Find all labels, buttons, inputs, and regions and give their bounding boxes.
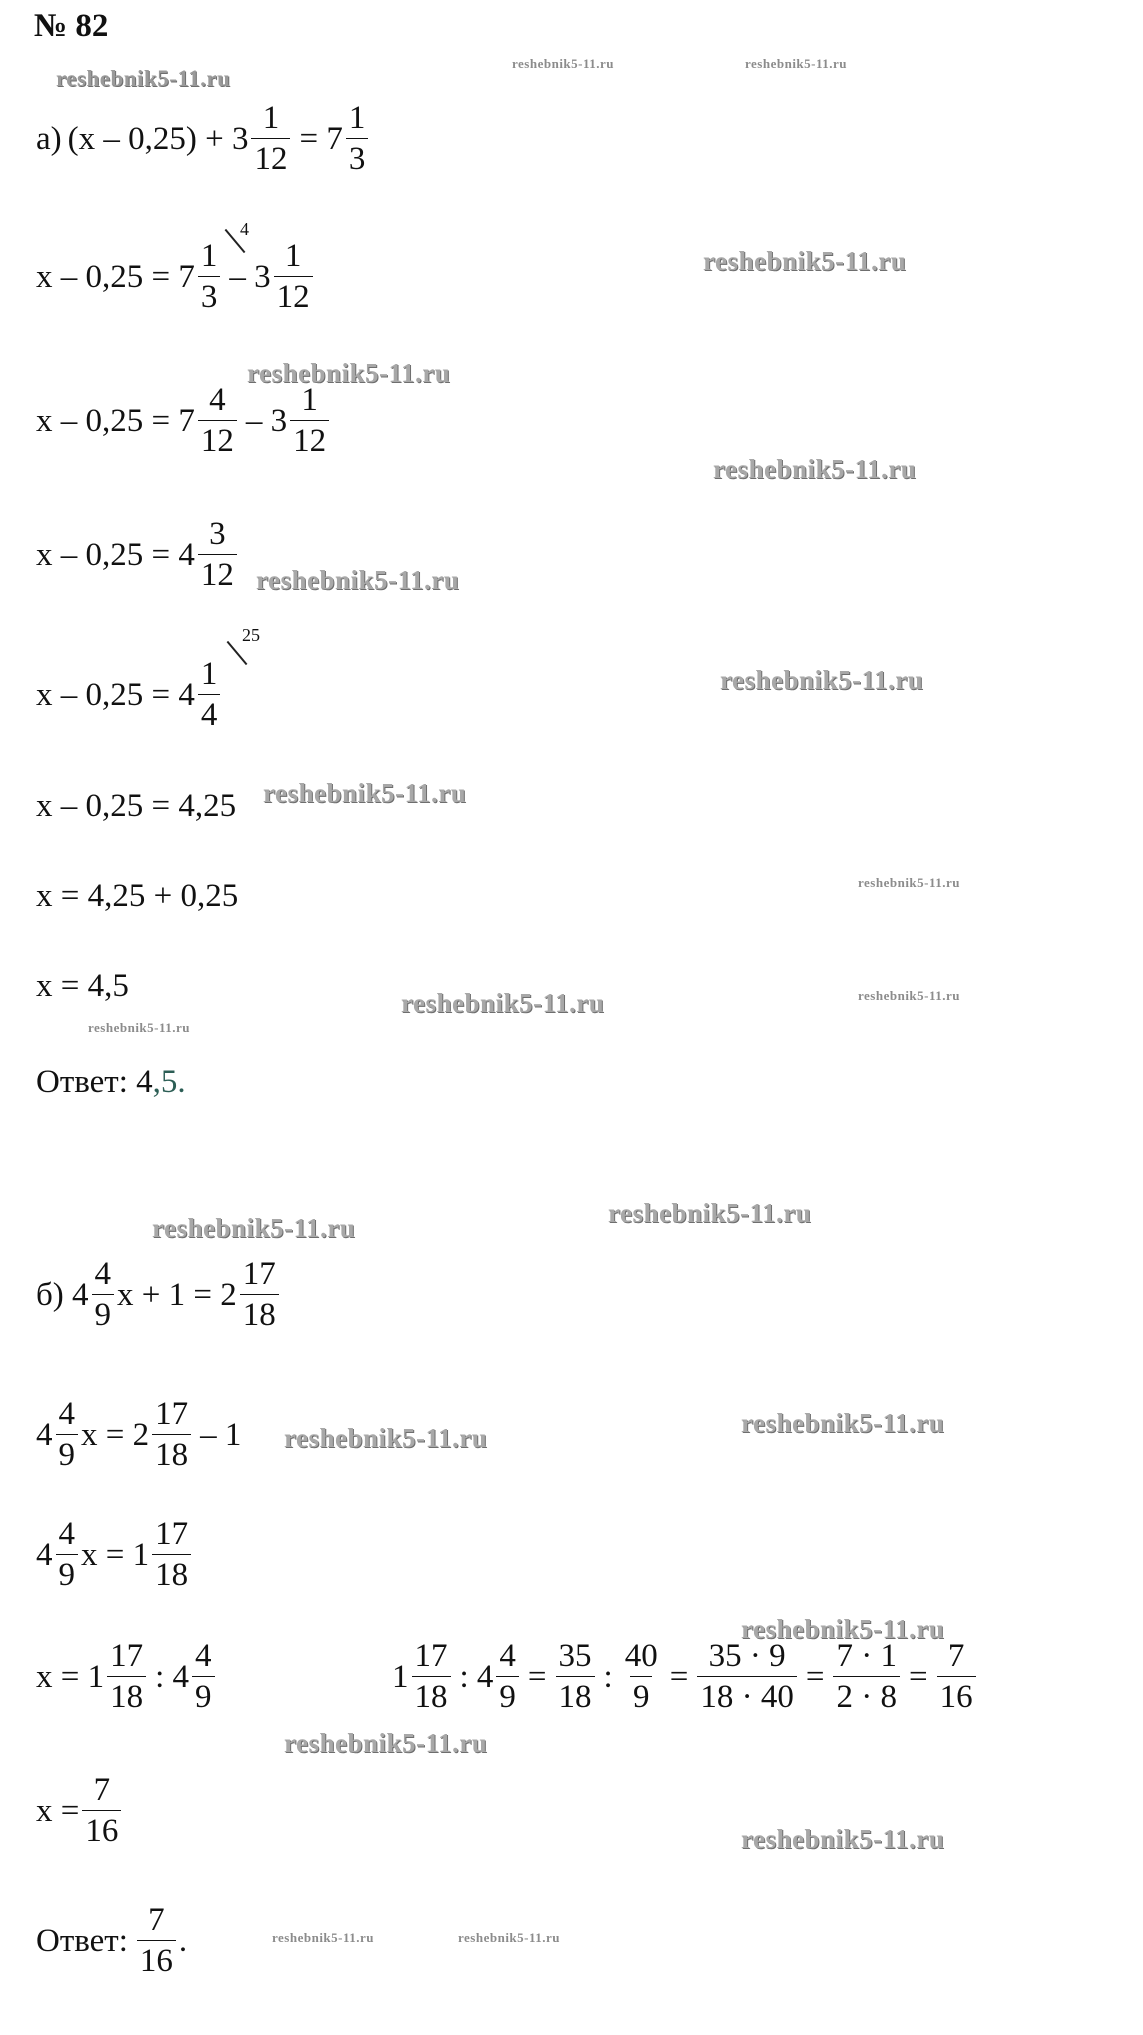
watermark: reshebnik5-11.ru xyxy=(703,246,907,276)
fraction: $\frac{4}{9}$ xyxy=(192,1640,215,1714)
part-a-line-6: x – 0,25 = 4,25 xyxy=(36,788,237,824)
watermark: reshebnik5-11.ru xyxy=(284,1728,488,1758)
part-a-line-1: а) (x – 0,25) + 3 $\frac{1}{12}$ = 7 $\frac{1}{3}$ xyxy=(36,102,371,176)
watermark: reshebnik5-11.ru xyxy=(858,875,961,890)
watermark: reshebnik5-11.ru xyxy=(720,665,924,695)
watermark: reshebnik5-11.ru xyxy=(272,1930,375,1945)
part-b-calculation: 1 $\frac{17}{18}$ : 4 $\frac{4}{9}$ = $\frac{35}{18}$ : $\frac{40}{9}$ = $\frac{35 \cdot 9}{18 \cdot 40}$ = $\frac{7 \cdot 1}{2 \cdot 8}$ = $\frac{7}{16}$ xyxy=(392,1640,979,1714)
part-b-line-1: б) 4 $\frac{4}{9}$ x + 1 = 2 $\frac{17}{18}$ xyxy=(36,1258,282,1332)
part-b-line-4: x = 1 $\frac{17}{18}$ : 4 $\frac{4}{9}$ xyxy=(36,1640,218,1714)
fraction: $\frac{1}{12}$ xyxy=(290,384,329,458)
watermark: reshebnik5-11.ru xyxy=(263,778,467,808)
part-b-line-3: 4 $\frac{4}{9}$ x = 1 $\frac{17}{18}$ xyxy=(36,1518,194,1592)
watermark: reshebnik5-11.ru xyxy=(458,1930,561,1945)
part-a-line-8: x = 4,5 xyxy=(36,968,129,1004)
watermark: reshebnik5-11.ru xyxy=(88,1020,191,1035)
fraction: $\frac{4}{9}$ xyxy=(56,1518,79,1592)
part-a-line-7: x = 4,25 + 0,25 xyxy=(36,878,239,914)
part-a-line-5: x – 0,25 = 4 $\frac{1}{4}$ xyxy=(36,658,223,732)
watermark: reshebnik5-11.ru xyxy=(247,358,451,388)
fraction: $\frac{4}{9}$ xyxy=(496,1640,519,1714)
watermark: reshebnik5-11.ru xyxy=(608,1198,812,1228)
watermark: reshebnik5-11.ru xyxy=(512,56,615,71)
part-b-line-5: x = $\frac{7}{16}$ xyxy=(36,1774,124,1848)
fraction: $\frac{7}{16}$ xyxy=(937,1640,976,1714)
watermark: reshebnik5-11.ru xyxy=(741,1614,945,1644)
fraction: $\frac{7 \cdot 1}{2 \cdot 8}$ xyxy=(833,1640,900,1714)
part-b-answer: Ответ: $\frac{7}{16}$ . xyxy=(36,1902,188,1979)
fraction: $\frac{4}{12}$ xyxy=(198,384,237,458)
watermark: reshebnik5-11.ru xyxy=(741,1824,945,1854)
fraction: $\frac{1}{12}$ xyxy=(251,102,290,176)
factor-mark: 25 xyxy=(242,625,260,645)
fraction: $\frac{17}{18}$ xyxy=(152,1518,191,1592)
watermark: reshebnik5-11.ru xyxy=(284,1423,488,1453)
part-a-answer: Ответ: 4 ,5. xyxy=(36,1064,186,1100)
fraction: $\frac{1}{3}$ xyxy=(346,102,369,176)
watermark: reshebnik5-11.ru xyxy=(56,66,231,91)
fraction: $\frac{35}{18}$ xyxy=(556,1640,595,1714)
part-b-line-2: 4 $\frac{4}{9}$ x = 2 $\frac{17}{18}$ – 1 xyxy=(36,1396,242,1473)
watermark: reshebnik5-11.ru xyxy=(858,988,961,1003)
fraction: $\frac{17}{18}$ xyxy=(412,1640,451,1714)
fraction: $\frac{35 \cdot 9}{18 \cdot 40}$ xyxy=(697,1640,797,1714)
fraction: $\frac{4}{9}$ xyxy=(56,1398,79,1472)
part-a-line-2: x – 0,25 = 7 $\frac{1}{3}$ – 3 $\frac{1}{12}$ xyxy=(36,240,316,314)
part-a-line-3: x – 0,25 = 7 $\frac{4}{12}$ – 3 $\frac{1}{12}$ xyxy=(36,384,332,458)
watermark: reshebnik5-11.ru xyxy=(256,565,460,595)
watermark: reshebnik5-11.ru xyxy=(713,454,917,484)
part-a-line-4: x – 0,25 = 4 $\frac{3}{12}$ xyxy=(36,518,240,592)
fraction: $\frac{7}{16}$ xyxy=(137,1904,176,1978)
watermark: reshebnik5-11.ru xyxy=(741,1408,945,1438)
fraction: $\frac{1}{3}$ xyxy=(198,240,221,314)
watermark: reshebnik5-11.ru xyxy=(745,56,848,71)
fraction: $\frac{3}{12}$ xyxy=(198,518,237,592)
fraction: $\frac{4}{9}$ xyxy=(92,1258,115,1332)
watermark: reshebnik5-11.ru xyxy=(152,1213,356,1243)
fraction: $\frac{1}{4}$ xyxy=(198,658,221,732)
fraction: $\frac{17}{18}$ xyxy=(152,1398,191,1472)
problem-title: № 82 xyxy=(34,8,109,44)
part-b-label: б) 4 xyxy=(36,1276,89,1313)
part-a-label: а) xyxy=(36,120,62,157)
factor-mark: 4 xyxy=(240,219,249,239)
fraction: $\frac{40}{9}$ xyxy=(624,1638,658,1715)
fraction: $\frac{7}{16}$ xyxy=(82,1774,121,1848)
fraction: $\frac{17}{18}$ xyxy=(240,1258,279,1332)
fraction: $\frac{1}{12}$ xyxy=(274,240,313,314)
fraction: $\frac{17}{18}$ xyxy=(107,1640,146,1714)
watermark: reshebnik5-11.ru xyxy=(401,988,605,1018)
